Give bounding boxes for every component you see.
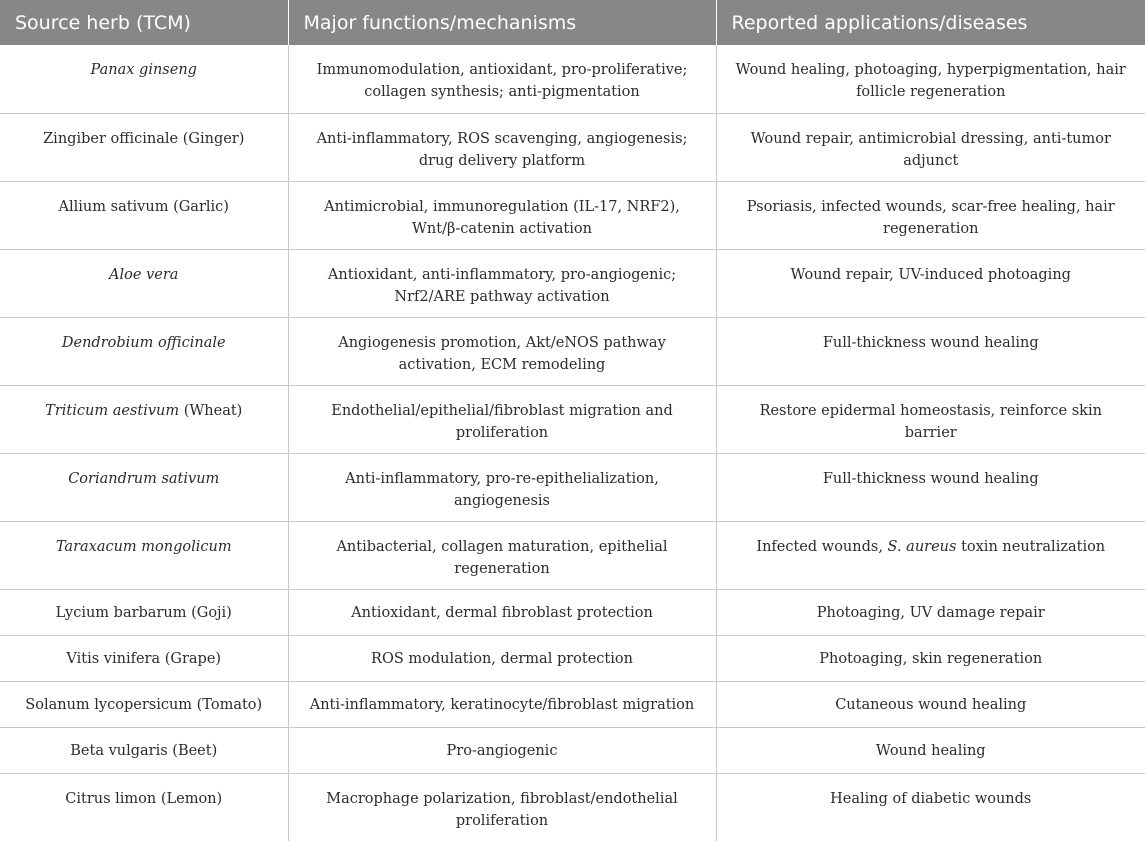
table-row (0, 727, 1145, 773)
herb-cell (0, 249, 288, 317)
herb-latin-name: Dendrobium officinale (61, 334, 226, 351)
herb-cell (0, 635, 288, 681)
herb-name: Solanum lycopersicum (Tomato) (25, 696, 263, 713)
functions-cell: Angiogenesis promotion, Akt/eNOS pathway activation, ECM remodeling (288, 317, 716, 385)
functions-cell: ROS modulation, dermal protection (288, 635, 716, 681)
table-row (0, 453, 1145, 521)
functions-cell: Antimicrobial, immunoregulation (IL-17, NRF2), Wnt/β-catenin activation (288, 181, 716, 249)
table-row (0, 249, 1145, 317)
table-row (0, 317, 1145, 385)
applications-cell: Full-thickness wound healing (716, 317, 1145, 385)
applications-cell: Cutaneous wound healing (716, 681, 1145, 727)
herb-name: Citrus limon (Lemon) (65, 790, 223, 807)
herb-latin-name: Aloe vera (109, 266, 179, 283)
herb-latin-name: Coriandrum sativum (68, 470, 220, 487)
applications-cell (716, 521, 1145, 589)
table-row (0, 635, 1145, 681)
header-row (0, 0, 1145, 45)
table-row (0, 521, 1145, 589)
herb-name: Beta vulgaris (Beet) (70, 742, 218, 759)
herb-cell (0, 113, 288, 181)
applications-cell: Wound healing (716, 727, 1145, 773)
table-row (0, 681, 1145, 727)
table-row (0, 181, 1145, 249)
functions-cell: Anti-inflammatory, keratinocyte/fibroblast migration (288, 681, 716, 727)
herb-name: Zingiber officinale (Ginger) (43, 130, 245, 147)
table-row (0, 773, 1145, 841)
applications-cell: Wound repair, UV-induced photoaging (716, 249, 1145, 317)
table-row (0, 385, 1145, 453)
herb-cell (0, 521, 288, 589)
herb-cell (0, 181, 288, 249)
functions-cell: Immunomodulation, antioxidant, pro-proliferative; collagen synthesis; anti-pigmentation (288, 45, 716, 113)
herb-cell (0, 317, 288, 385)
herb-name: Lycium barbarum (Goji) (55, 604, 232, 621)
herb-cell (0, 385, 288, 453)
header-functions: Major functions/mechanisms (288, 0, 716, 45)
functions-cell: Antioxidant, anti-inflammatory, pro-angiogenic; Nrf2/ARE pathway activation (288, 249, 716, 317)
herb-latin-name: Panax ginseng (90, 62, 197, 78)
functions-cell: Pro-angiogenic (288, 727, 716, 773)
applications-cell: Full-thickness wound healing (716, 453, 1145, 521)
herb-latin-name: Triticum aestivum (45, 402, 180, 419)
herb-name: Allium sativum (Garlic) (58, 198, 229, 215)
header-applications: Reported applications/diseases (716, 0, 1145, 45)
applications-text: Infected wounds, (756, 538, 888, 555)
functions-cell: Anti-inflammatory, ROS scavenging, angiogenesis; drug delivery platform (288, 113, 716, 181)
functions-cell: Antibacterial, collagen maturation, epithelial regeneration (288, 521, 716, 589)
herb-cell (0, 681, 288, 727)
applications-cell: Photoaging, skin regeneration (716, 635, 1145, 681)
herb-name: (Wheat) (179, 402, 243, 419)
applications-cell: Wound healing, photoaging, hyperpigmentation, hair follicle regeneration (716, 45, 1145, 113)
herb-cell (0, 453, 288, 521)
applications-cell: Healing of diabetic wounds (830, 790, 1032, 807)
functions-cell: Anti-inflammatory, pro-re-epithelialization, angiogenesis (288, 453, 716, 521)
applications-cell: Wound repair, antimicrobial dressing, anti-tumor adjunct (716, 113, 1145, 181)
functions-cell: Macrophage polarization, fibroblast/endothelial proliferation (288, 773, 716, 841)
herb-cell (0, 589, 288, 635)
herb-cell (0, 773, 288, 841)
header-source-herb: Source herb (TCM) (0, 0, 288, 45)
herb-cell (0, 727, 288, 773)
functions-cell: Endothelial/epithelial/fibroblast migration and proliferation (288, 385, 716, 453)
herb-cell (0, 45, 288, 113)
applications-cell: Restore epidermal homeostasis, reinforce skin barrier (716, 385, 1145, 453)
applications-cell: Photoaging, UV damage repair (716, 589, 1145, 635)
functions-cell: Antioxidant, dermal fibroblast protection (288, 589, 716, 635)
applications-text: toxin neutralization (956, 538, 1106, 555)
herb-latin-name: Taraxacum mongolicum (55, 538, 232, 555)
table-row (0, 589, 1145, 635)
applications-cell: Psoriasis, infected wounds, scar-free healing, hair regeneration (716, 181, 1145, 249)
herb-name: Vitis vinifera (Grape) (66, 650, 222, 667)
table-row (0, 113, 1145, 181)
pathogen-name: S. aureus (887, 538, 957, 555)
table-row (0, 45, 1145, 113)
